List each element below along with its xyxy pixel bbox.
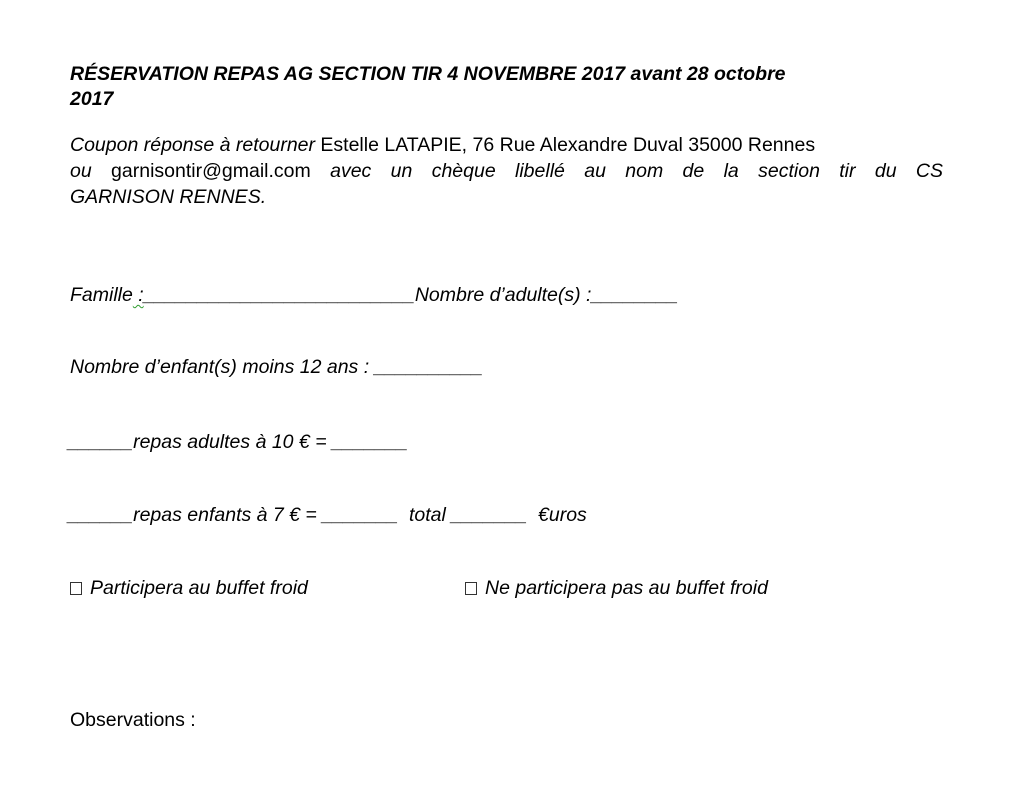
coupon-email: garnisontir@gmail.com — [91, 160, 331, 182]
buffet-no-label: Ne participera pas au buffet froid — [485, 577, 768, 599]
coupon-or: ou — [70, 160, 92, 182]
buffet-yes-option[interactable] — [70, 576, 308, 601]
coupon-label: Coupon réponse à retourner — [70, 134, 315, 156]
coupon-instructions-line-3: GARNISON RENNES. — [70, 186, 267, 208]
buffet-no-option[interactable] — [465, 576, 768, 601]
coupon-instructions-line-2 — [70, 159, 943, 184]
famille-blank[interactable]: _________________________ — [143, 284, 415, 306]
repas-enfants-field[interactable]: ______repas enfants à 7 € = _______ total _______ €uros — [68, 504, 587, 526]
buffet-no-checkbox[interactable] — [465, 582, 477, 595]
nombre-enfants-field[interactable]: Nombre d’enfant(s) moins 12 ans : __________ — [70, 356, 484, 378]
nombre-adultes-field[interactable]: Nombre d’adulte(s) :________ — [414, 284, 679, 306]
buffet-yes-label: Participera au buffet froid — [90, 577, 308, 599]
document-title: RÉSERVATION REPAS AG SECTION TIR 4 NOVEMBRE 2017 avant 28 octobre — [70, 63, 786, 85]
famille-row — [70, 283, 678, 308]
famille-colon: : — [132, 284, 144, 306]
coupon-cheque-text: avec un chèque libellé au nom de la section tir du CS — [330, 160, 943, 182]
observations-label: Observations : — [70, 709, 196, 731]
document-title-continued: 2017 — [70, 88, 114, 110]
famille-label: Famille — [70, 284, 133, 306]
coupon-instructions-line-1 — [70, 133, 815, 158]
buffet-yes-checkbox[interactable] — [70, 582, 82, 595]
coupon-address: Estelle LATAPIE, 76 Rue Alexandre Duval 35000 Rennes — [315, 134, 816, 156]
repas-adultes-field[interactable]: ______repas adultes à 10 € = _______ — [68, 431, 408, 453]
